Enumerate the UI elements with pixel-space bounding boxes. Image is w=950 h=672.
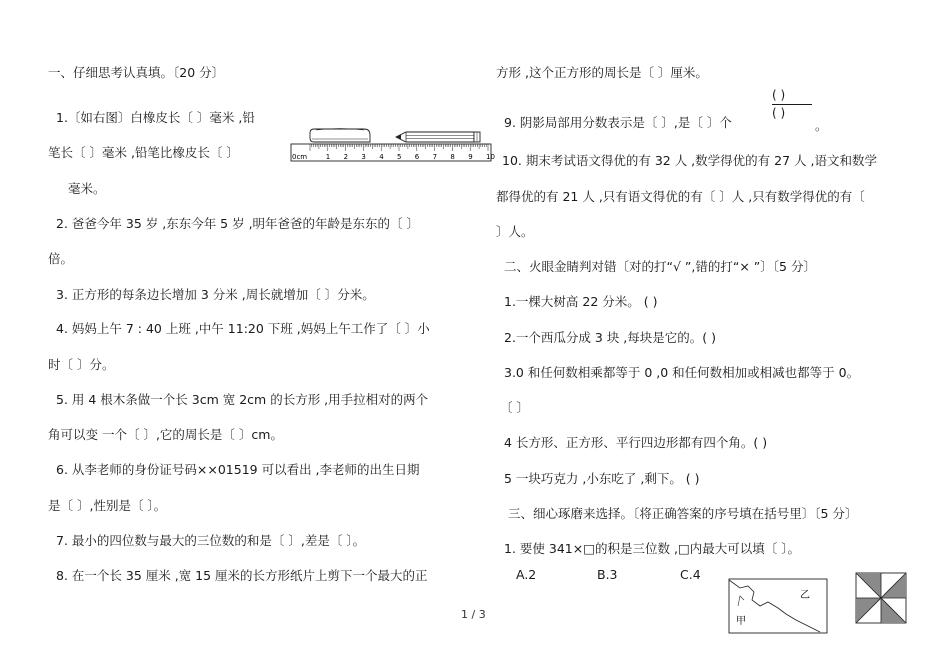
ruler-unit-label: 0cm: [292, 153, 308, 161]
label-jia: 甲: [736, 616, 746, 627]
question-2-line1: 2. 爸爸今年 35 岁 ,东东今年 5 岁 ,明年爸爸的年龄是东东的〔 〕: [56, 216, 420, 231]
ruler-tick-label: 10: [486, 153, 495, 161]
question-3: 3. 正方形的每条边长增加 3 分米 ,周长就增加〔 〕分米。: [56, 287, 375, 302]
ruler-tick-label: 2: [343, 153, 349, 161]
ruler-body: [291, 144, 491, 161]
question-6-line2: 是〔 〕,性别是〔 〕。: [48, 498, 167, 513]
question-1-line2: 笔长〔 〕毫米 ,铅笔比橡皮长〔 〕: [48, 145, 239, 160]
question-9-end: 。: [815, 118, 828, 133]
label-yi: 乙: [800, 590, 810, 601]
question-5-line1: 5. 用 4 根木条做一个长 3cm 宽 2cm 的长方形 ,用手拉相对的两个: [56, 392, 429, 407]
question-1-line1: 1.〔如右图〕白橡皮长〔 〕毫米 ,铅: [56, 110, 255, 125]
ruler-tick-label: 8: [450, 153, 455, 161]
question-2-line2: 倍。: [48, 251, 74, 266]
judge-item-3-line1: 3.0 和任何数相乘都等于 0 ,0 和任何数相加或相减也都等于 0。: [504, 365, 860, 380]
question-7: 7. 最小的四位数与最大的三位数的和是〔 〕,差是〔 〕。: [56, 533, 366, 548]
choice-question-1: 1. 要使 341×□的积是三位数 ,□内最大可以填〔 〕。: [504, 541, 800, 556]
shaded-square-figure: [855, 572, 907, 624]
ruler-tick-label: 3: [361, 153, 366, 161]
page-number: 1 / 3: [461, 608, 486, 621]
ruler-tick-label: 6: [414, 153, 420, 161]
map-figure: [728, 578, 828, 634]
eraser-icon: [310, 129, 370, 143]
fraction-numerator-blank: ( ): [772, 88, 786, 102]
option-a: A.2: [516, 567, 537, 582]
question-4-line2: 时〔 〕分。: [48, 357, 115, 372]
option-c: C.4: [680, 567, 701, 582]
ruler-tick-label: 7: [432, 153, 438, 161]
option-b: B.3: [597, 567, 618, 582]
judge-item-2: 2.一个西瓜分成 3 块 ,每块是它的。( ): [504, 330, 717, 345]
fraction-bar: [772, 104, 812, 105]
question-10-line3: 〕人。: [496, 224, 534, 239]
question-5-line2: 角可以变 一个〔 〕,它的周长是〔 〕cm。: [48, 427, 283, 442]
judge-item-4: 4 长方形、正方形、平行四边形都有四个角。( ): [504, 435, 768, 450]
question-6-line1: 6. 从李老师的身份证号码××01519 可以看出 ,李老师的出生日期: [56, 462, 420, 477]
question-9: 9. 阴影局部用分数表示是〔 〕,是〔 〕个: [504, 115, 732, 130]
fraction-denominator-blank: ( ): [772, 106, 786, 120]
ruler-tick-label: 5: [397, 153, 402, 161]
question-4-line1: 4. 妈妈上午 7 : 40 上班 ,中午 11:20 下班 ,妈妈上午工作了〔 〕小: [56, 321, 430, 336]
ruler-tick-label: 4: [379, 153, 384, 161]
ruler-tick-label: 9: [468, 153, 473, 161]
question-10-line1: 10. 期末考试语文得优的有 32 人 ,数学得优的有 27 人 ,语文和数学: [502, 153, 877, 168]
ruler-tick-label: 1: [325, 153, 331, 161]
question-8-continued: 方形 ,这个正方形的周长是〔 〕厘米。: [496, 65, 708, 80]
question-8: 8. 在一个长 35 厘米 ,宽 15 厘米的长方形纸片上剪下一个最大的正: [56, 568, 428, 583]
section1-title: 一、仔细思考认真填。〔20 分〕: [48, 65, 225, 80]
pencil-icon: [396, 132, 480, 142]
question-10-line2: 都得优的有 21 人 ,只有语文得优的有〔 〕人 ,只有数学得优的有〔: [496, 189, 865, 204]
section2-title: 二、火眼金睛判对错〔对的打“√ ”,错的打“× ”〕〔5 分〕: [504, 259, 816, 274]
section3-title: 三、细心琢磨来选择。〔将正确答案的序号填在括号里〕〔5 分〕: [508, 506, 858, 521]
question-1-line3: 毫米。: [68, 181, 106, 196]
judge-item-5: 5 一块巧克力 ,小东吃了 ,剩下。 ( ): [504, 471, 700, 486]
judge-item-1: 1.一棵大树高 22 分米。 ( ): [504, 294, 658, 309]
ruler-figure: [290, 125, 495, 163]
judge-item-3-line2: 〔 〕: [500, 400, 529, 415]
